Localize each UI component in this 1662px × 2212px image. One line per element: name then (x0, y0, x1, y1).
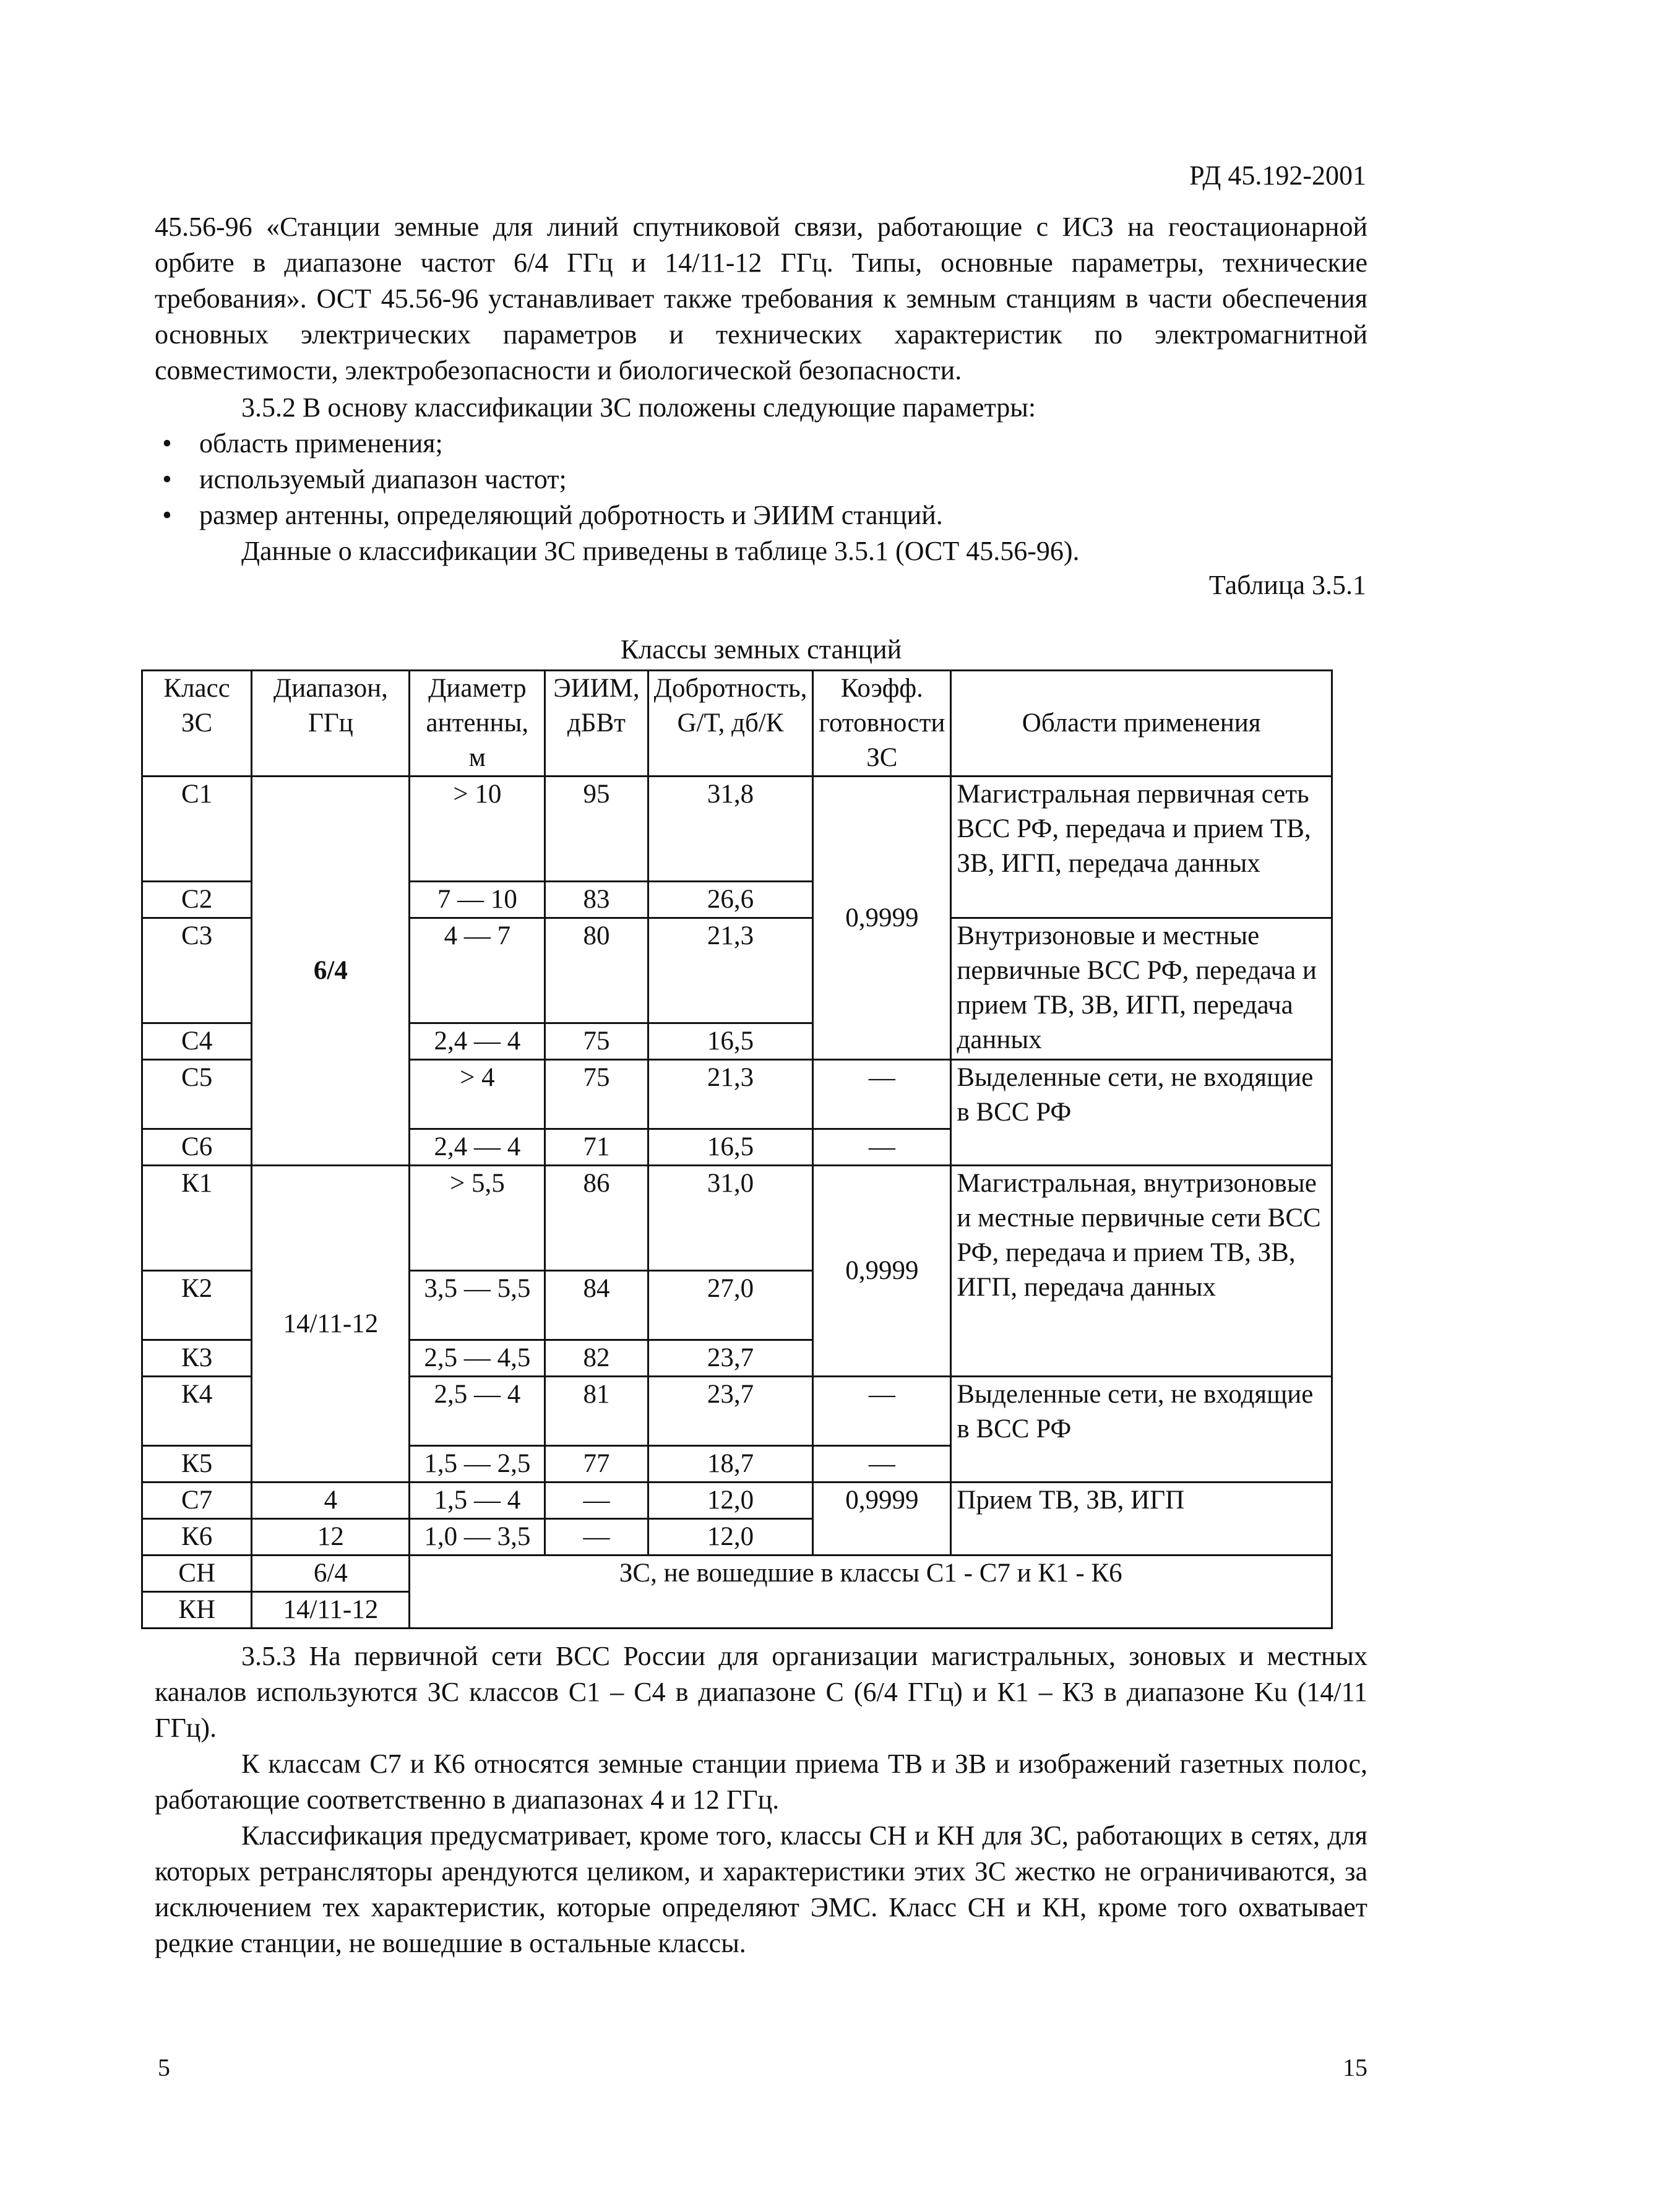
header-availability: Коэфф. готовности ЗС (813, 671, 951, 777)
cell-applications: Выделенные сети, не входящие в ВСС РФ (951, 1060, 1332, 1166)
cell-gt: 16,5 (648, 1129, 813, 1166)
cell-eirp: 77 (545, 1446, 648, 1483)
cell-diameter: > 5,5 (410, 1166, 545, 1271)
cell-availability: — (813, 1129, 951, 1166)
cell-band: 6/4 (252, 1556, 410, 1592)
list-item (155, 497, 1367, 533)
cell-eirp: 81 (545, 1377, 648, 1446)
cell-class: С5 (142, 1060, 252, 1129)
bullet-icon: • (162, 500, 172, 530)
cell-gt: 23,7 (648, 1340, 813, 1377)
cell-eirp: — (545, 1519, 648, 1556)
cell-band: 6/4 (252, 777, 410, 1166)
paragraph-primary-network: 3.5.3 На первичной сети ВСС России для организации магистральных, зоновых и местных каналов используются ЗС классов С1 – С4 в диапазоне С (6/4 ГГц) и К1 – К3 в диапазоне Ku (14/11 ГГц). (155, 1641, 1367, 1743)
cell-class: С2 (142, 882, 252, 918)
parameter-list (155, 426, 1367, 533)
cell-diameter: 7 — 10 (410, 882, 545, 918)
cell-availability: — (813, 1377, 951, 1446)
list-item-text: область применения; (199, 428, 443, 458)
cell-class: К5 (142, 1446, 252, 1483)
cell-class: С6 (142, 1129, 252, 1166)
cell-class: КН (142, 1592, 252, 1629)
cell-class: С1 (142, 777, 252, 882)
header-applications: Области применения (951, 671, 1332, 777)
cell-gt: 23,7 (648, 1377, 813, 1446)
paragraph-cn-kn: Классификация предусматривает, кроме того, классы СН и КН для ЗС, работающих в сетях, для которых ретрансляторы арендуются целиком, и характеристики этих ЗС жестко не ограничиваются, за исключением тех характеристик, которые определяют ЭМС. Класс СН и КН, кроме того охватывает редкие станции, не вошедшие в остальные классы. (155, 1820, 1367, 1958)
cell-eirp: 84 (545, 1271, 648, 1340)
cell-diameter: 2,5 — 4,5 (410, 1340, 545, 1377)
cell-gt: 12,0 (648, 1519, 813, 1556)
list-item (155, 426, 1367, 462)
header-diameter: Диаметр антенны, м (410, 671, 545, 777)
cell-band: 4 (252, 1483, 410, 1519)
paragraph-c7-k6: К классам С7 и К6 относятся земные станции приема ТВ и ЗВ и изображений газетных полос, работающие соответственно в диапазонах 4 и 12 ГГц. (155, 1749, 1367, 1815)
paragraph-table-reference: Данные о классификации ЗС приведены в таблице 3.5.1 (ОСТ 45.56-96). (241, 536, 1080, 566)
paragraph-intro: 45.56-96 «Станции земные для линий спутниковой связи, работающие с ИСЗ на геостационарной орбите в диапазоне частот 6/4 ГГц и 14/11-12 ГГц. Типы, основные параметры, технические требования». ОСТ 45.56-96 устанавливает также требования к земным станциям в части обеспечения основных электрических параметров и технических характеристик по электромагнитной совместимости, электробезопасности и биологической безопасности. (155, 212, 1367, 385)
cell-class: С3 (142, 918, 252, 1023)
cell-gt: 27,0 (648, 1271, 813, 1340)
cell-applications: Магистральная, внутризоновые и местные первичные сети ВСС РФ, передача и прием ТВ, ЗВ, ИГП, передача данных (951, 1166, 1332, 1377)
cell-class: К3 (142, 1340, 252, 1377)
paragraph-classification-params: 3.5.2 В основу классификации ЗС положены следующие параметры: (241, 392, 1036, 423)
cell-class: С4 (142, 1023, 252, 1060)
cell-gt: 21,3 (648, 1060, 813, 1129)
cell-gt: 31,8 (648, 777, 813, 882)
list-item (155, 462, 1367, 497)
footer-left-number: 5 (158, 2054, 170, 2081)
cell-eirp: — (545, 1483, 648, 1519)
cell-diameter: 1,0 — 3,5 (410, 1519, 545, 1556)
cell-class: К1 (142, 1166, 252, 1271)
cell-diameter: > 4 (410, 1060, 545, 1129)
cell-eirp: 82 (545, 1340, 648, 1377)
cell-eirp: 80 (545, 918, 648, 1023)
cell-applications: Прием ТВ, ЗВ, ИГП (951, 1483, 1332, 1556)
table-row (142, 1166, 1332, 1271)
cell-diameter: 2,5 — 4 (410, 1377, 545, 1446)
cell-gt: 31,0 (648, 1166, 813, 1271)
cell-applications: Выделенные сети, не входящие в ВСС РФ (951, 1377, 1332, 1483)
table-row (142, 1483, 1332, 1519)
table-header-row (142, 671, 1332, 777)
cell-class: СН (142, 1556, 252, 1592)
table-row (142, 777, 1332, 882)
cell-class: К6 (142, 1519, 252, 1556)
list-item-text: размер антенны, определяющий добротность и ЭИИМ станций. (199, 500, 943, 530)
table-caption: Классы земных станций (620, 634, 902, 665)
cell-diameter: 2,4 — 4 (410, 1023, 545, 1060)
cell-class: С7 (142, 1483, 252, 1519)
page-number: 15 (1343, 2054, 1367, 2081)
cell-diameter: 4 — 7 (410, 918, 545, 1023)
header-class: Класс ЗС (142, 671, 252, 777)
table-number: Таблица 3.5.1 (1208, 570, 1366, 600)
cell-band: 14/11-12 (252, 1166, 410, 1483)
cell-eirp: 86 (545, 1166, 648, 1271)
cell-other-classes-note: ЗС, не вошедшие в классы С1 - С7 и К1 - К6 (410, 1556, 1332, 1629)
cell-gt: 21,3 (648, 918, 813, 1023)
cell-band: 12 (252, 1519, 410, 1556)
cell-gt: 18,7 (648, 1446, 813, 1483)
cell-availability: 0,9999 (813, 1166, 951, 1377)
cell-eirp: 83 (545, 882, 648, 918)
cell-eirp: 71 (545, 1129, 648, 1166)
cell-applications: Магистральная первичная сеть ВСС РФ, передача и прием ТВ, ЗВ, ИГП, передача данных (951, 777, 1332, 918)
cell-diameter: 1,5 — 2,5 (410, 1446, 545, 1483)
cell-availability: 0,9999 (813, 1483, 951, 1556)
cell-class: К2 (142, 1271, 252, 1340)
cell-availability: — (813, 1060, 951, 1129)
list-item-text: используемый диапазон частот; (199, 464, 567, 494)
station-classes-table (141, 669, 1333, 1629)
cell-eirp: 75 (545, 1060, 648, 1129)
cell-diameter: 1,5 — 4 (410, 1483, 545, 1519)
cell-availability: — (813, 1446, 951, 1483)
cell-availability: 0,9999 (813, 777, 951, 1060)
bullet-icon: • (162, 428, 172, 458)
cell-band: 14/11-12 (252, 1592, 410, 1629)
header-eirp: ЭИИМ, дБВт (545, 671, 648, 777)
cell-class: К4 (142, 1377, 252, 1446)
bullet-icon: • (162, 464, 172, 494)
cell-eirp: 75 (545, 1023, 648, 1060)
cell-gt: 16,5 (648, 1023, 813, 1060)
cell-diameter: 2,4 — 4 (410, 1129, 545, 1166)
cell-eirp: 95 (545, 777, 648, 882)
document-code: РД 45.192-2001 (1189, 160, 1366, 191)
cell-diameter: > 10 (410, 777, 545, 882)
table-row (142, 1556, 1332, 1592)
cell-applications: Внутризоновые и местные первичные ВСС РФ, передача и прием ТВ, ЗВ, ИГП, передача данных (951, 918, 1332, 1060)
cell-gt: 26,6 (648, 882, 813, 918)
cell-gt: 12,0 (648, 1483, 813, 1519)
cell-diameter: 3,5 — 5,5 (410, 1271, 545, 1340)
header-band: Диапазон, ГГц (252, 671, 410, 777)
header-gt: Добротность, G/T, дб/К (648, 671, 813, 777)
